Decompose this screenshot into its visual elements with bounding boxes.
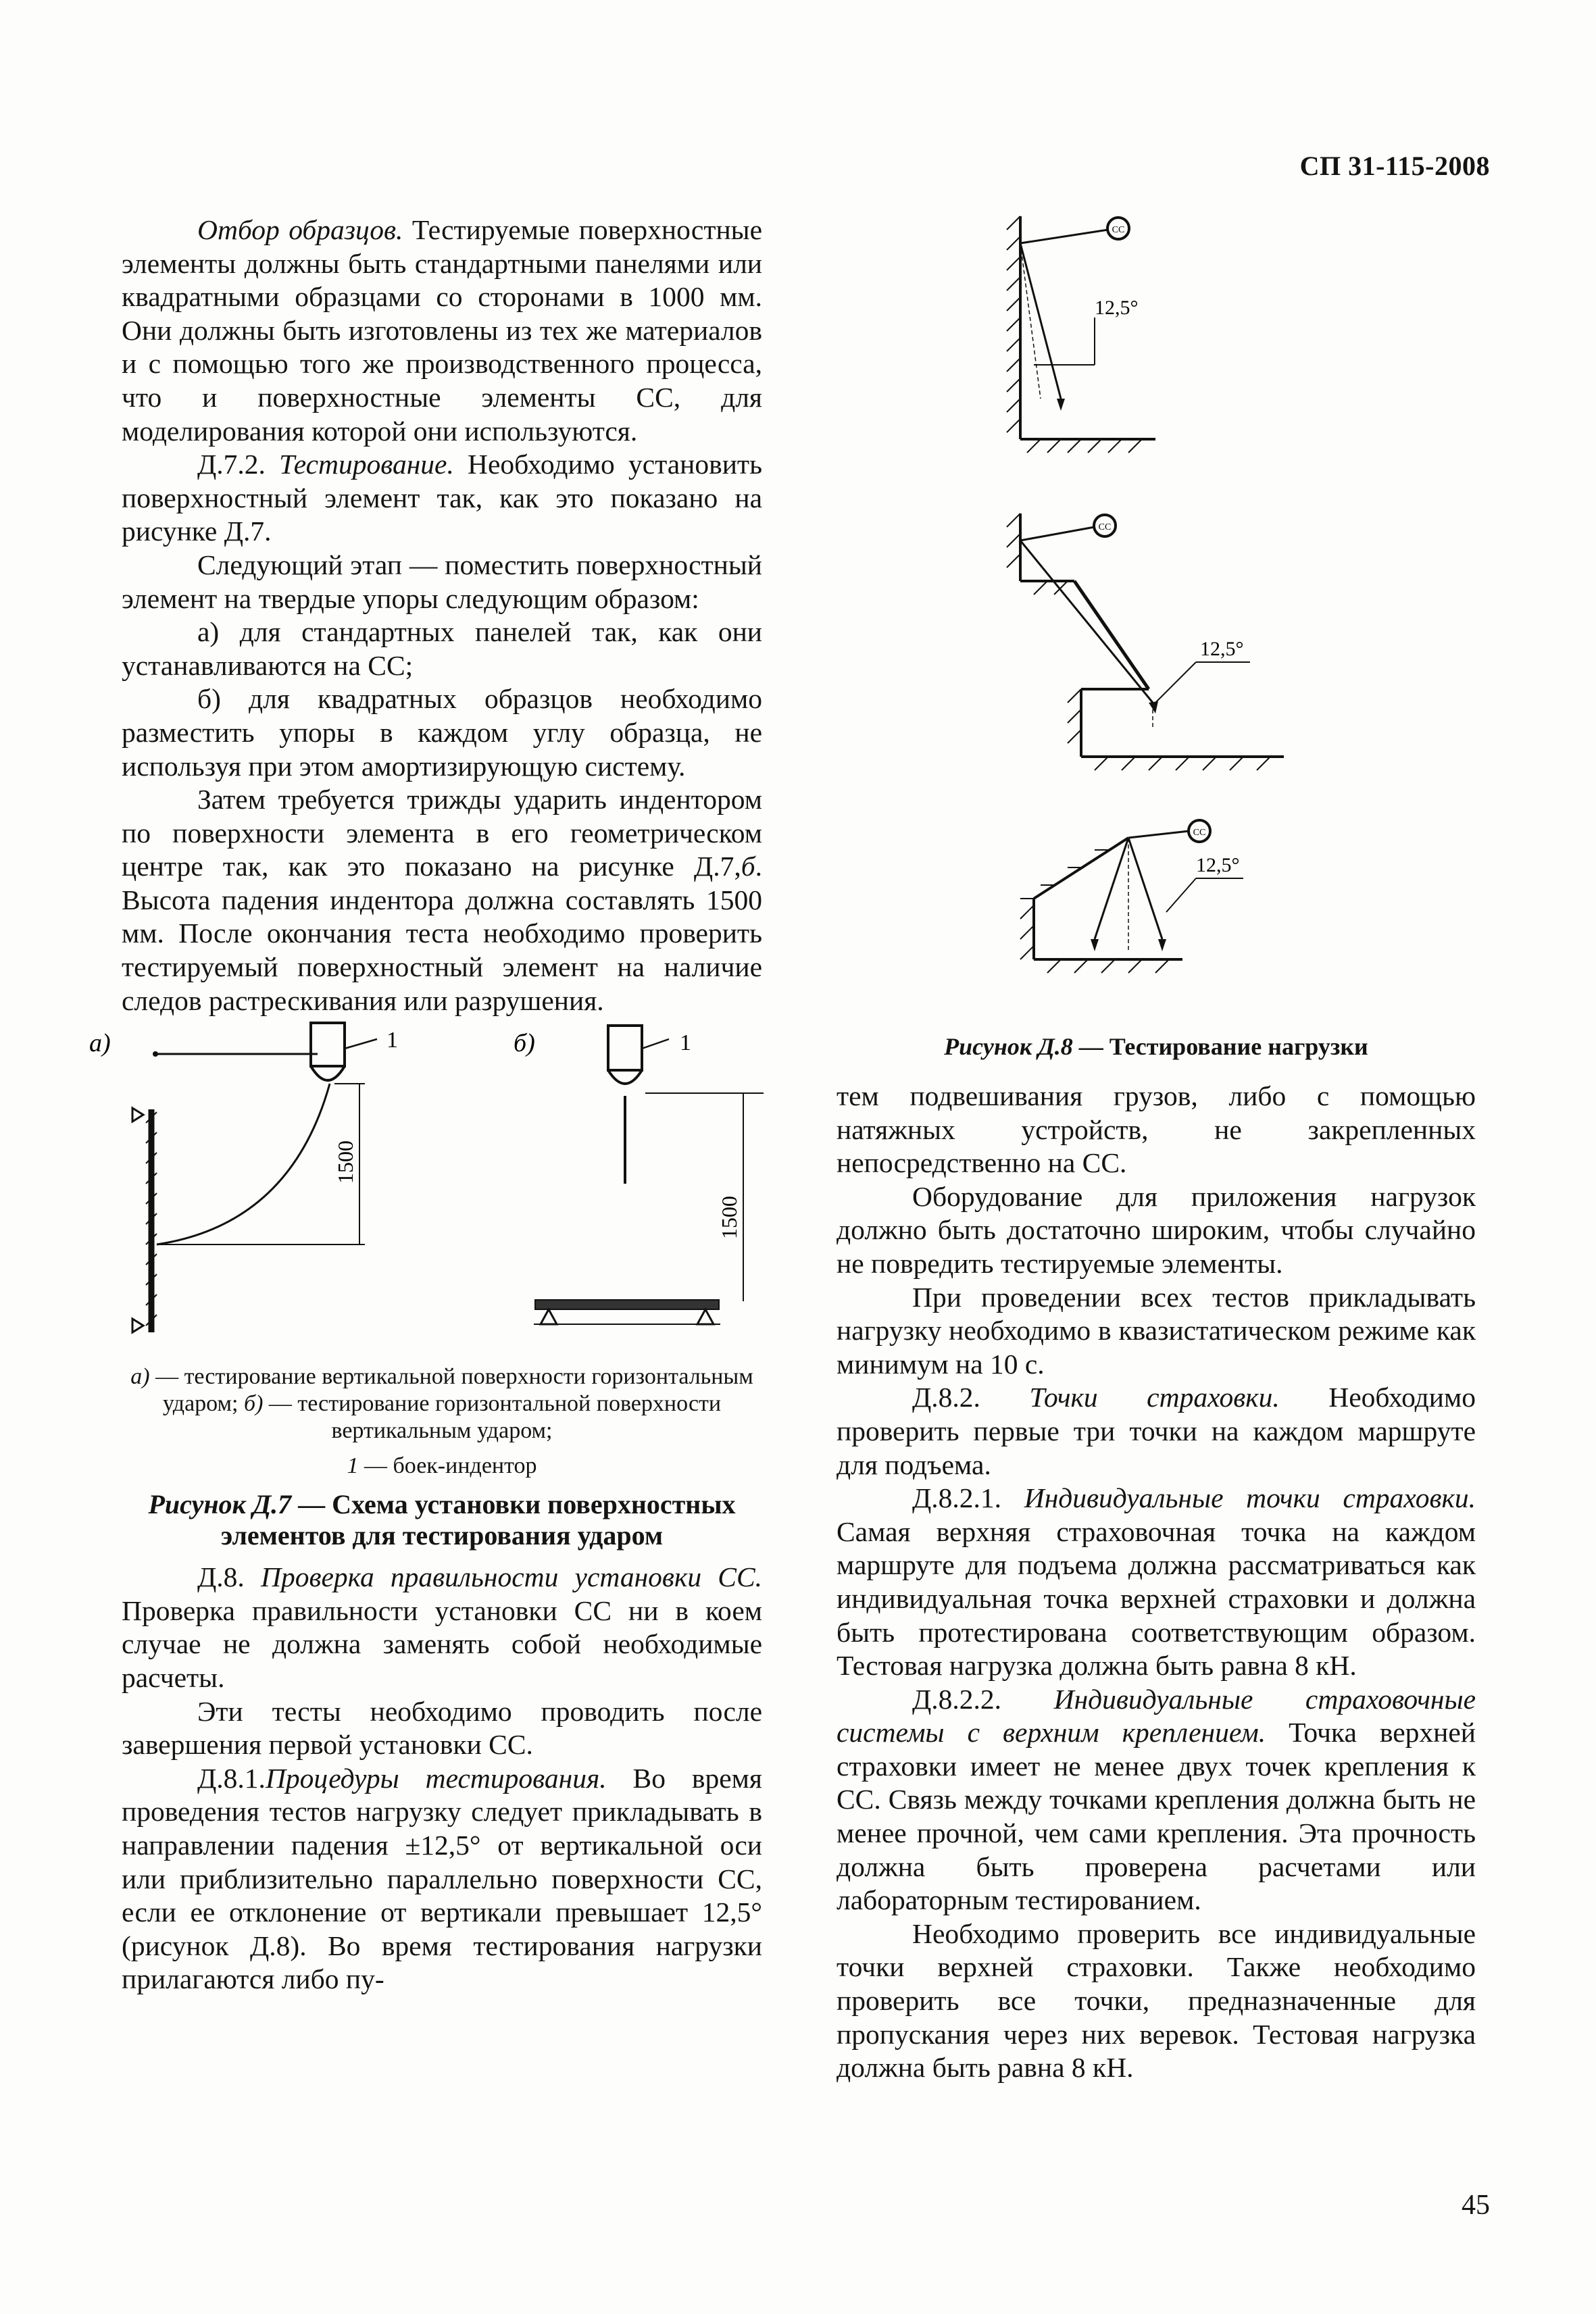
load-test-slope bbox=[1007, 513, 1284, 770]
figure-ref: б bbox=[741, 851, 755, 882]
indenter-body-b bbox=[608, 1026, 642, 1070]
angle-label-3: 12,5° bbox=[1196, 854, 1240, 876]
svg-text:СС: СС bbox=[1112, 225, 1125, 235]
paragraph-text: Необходимо установить поверхностный элемент так, как это показано на рисунке Д.7. bbox=[122, 449, 762, 547]
indenter-head-b bbox=[608, 1070, 642, 1084]
paragraph-text: Точка верхней страховки имеет не менее двух точек крепления к СС. Связь между точками крепления должна быть не менее прочной, чем сами крепления. Эта прочность должна быть проверена расчетами или лабораторным тестированием. bbox=[837, 1717, 1476, 1916]
paragraph-equipment: Оборудование для приложения нагрузок должно быть достаточно широким, чтобы случайно не повредить тестируемые элементы. bbox=[837, 1180, 1476, 1279]
paragraph-d-8-2 bbox=[837, 1381, 1476, 1482]
callout-line-b bbox=[642, 1039, 669, 1049]
paragraph-d-8-2-2 bbox=[837, 1683, 1476, 1917]
caption-text: — Схема установки поверхностных элементов для тестирования ударом bbox=[220, 1489, 736, 1551]
clause-number: Д.7.2. bbox=[197, 449, 280, 480]
paragraph-quasistatic: При проведении всех тестов прикладывать нагрузку необходимо в квазистатическом режиме как минимум на 10 с. bbox=[837, 1281, 1476, 1380]
paragraph-text: Самая верхняя страховочная точка на каждом маршруте для подъема должна рассматриваться как индивидуальная точка верхней страховки и должна быть протестирована соответствующим образом. Тестовая нагрузка должна быть равна 8 кН. bbox=[837, 1515, 1476, 1682]
paragraph-text: . Высота падения индентора должна составлять 1500 мм. После окончания теста необходимо проверить тестируемый поверхностный элемент на наличие следов растрескивания или разрушения. bbox=[122, 851, 762, 1016]
callout-line bbox=[345, 1039, 377, 1049]
figure-d7-diagram bbox=[89, 1022, 762, 1359]
paragraph-sample-selection bbox=[122, 213, 762, 448]
page-number: 45 bbox=[1462, 2190, 1490, 2221]
angle-label-2: 12,5° bbox=[1200, 638, 1244, 660]
inline-heading: Индивидуальные страховочные системы с верхним креплением. bbox=[837, 1683, 1476, 1749]
paragraph-d-8 bbox=[122, 1561, 762, 1694]
inline-heading: Процедуры тестирования. bbox=[265, 1762, 607, 1794]
paragraph-first-install: Эти тесты необходимо проводить после завершения первой установки СС. bbox=[122, 1695, 762, 1761]
caption-number: Рисунок Д.8 bbox=[944, 1033, 1073, 1060]
paragraph-impact bbox=[122, 783, 762, 1017]
legend-number: 1 bbox=[347, 1453, 359, 1479]
legend-line bbox=[122, 1453, 762, 1480]
note-label: б) bbox=[243, 1391, 264, 1417]
paragraph-text: Во время проведения тестов нагрузку следует прикладывать в направлении падения ±12,5° от вертикальной оси или приблизительно параллельно поверхности СС, если ее отклонение от вертикали превышает 12,5° (рисунок Д.8). Во время тестирования нагрузки прилагаются либо пу- bbox=[122, 1762, 763, 1995]
clause-number: Д.8.1. bbox=[197, 1762, 266, 1794]
note-label: а) bbox=[130, 1364, 150, 1390]
swing-arc bbox=[157, 1084, 330, 1244]
clause-number: Д.8.2. bbox=[912, 1382, 1030, 1413]
paragraph-text: Проверка правильности установки СС ни в коем случае не должна заменять собой необходимые расчеты. bbox=[122, 1594, 762, 1694]
load-test-roof bbox=[1020, 820, 1243, 973]
support-left bbox=[541, 1309, 557, 1324]
inline-heading: Точки страховки. bbox=[1029, 1382, 1280, 1413]
caption-number: Рисунок Д.7 bbox=[148, 1489, 292, 1520]
label-b: б) bbox=[514, 1029, 535, 1058]
support-right bbox=[697, 1309, 714, 1324]
test-panel-horizontal bbox=[535, 1300, 719, 1309]
legend-text: — боек-индентор bbox=[358, 1453, 537, 1479]
figure-d8-diagram bbox=[993, 203, 1345, 1013]
figure-d7-caption bbox=[122, 1489, 762, 1551]
svg-text:СС: СС bbox=[1098, 522, 1112, 532]
height-label-b: 1500 bbox=[717, 1196, 741, 1240]
svg-text:СС: СС bbox=[1193, 828, 1206, 838]
note-text: — тестирование вертикальной поверхности горизонтальным ударом; bbox=[149, 1364, 753, 1417]
left-column bbox=[89, 213, 763, 1996]
paragraph-text: Необходимо проверить первые три точки на каждом маршруте для подъема. bbox=[837, 1382, 1476, 1480]
support-bottom bbox=[132, 1319, 143, 1332]
impact-test-drawing bbox=[89, 1022, 762, 1359]
list-item-a: а) для стандартных панелей так, как они устанавливаются на СС; bbox=[122, 616, 762, 681]
paragraph-check-all: Необходимо проверить все индивидуальные точки верхней страховки. Также необходимо проверить все точки, предназначенные для пропускания через них веревок. Тестовая нагрузка должна быть равна 8 кН. bbox=[837, 1917, 1476, 2084]
pivot-point bbox=[153, 1051, 158, 1057]
inline-heading: Тестирование. bbox=[279, 449, 454, 480]
indenter-head bbox=[311, 1066, 345, 1080]
inline-heading: Проверка правильности установки СС. bbox=[260, 1561, 762, 1593]
paragraph-d-8-2-1 bbox=[837, 1482, 1476, 1683]
clause-number: Д.8.2.2. bbox=[912, 1683, 1054, 1715]
list-item-b: б) для квадратных образцов необходимо разместить упоры в каждом углу образца, не используя при этом амортизирующую систему. bbox=[122, 683, 762, 782]
indenter-body bbox=[311, 1023, 345, 1066]
figure-d7-notes bbox=[122, 1363, 762, 1480]
note-line bbox=[122, 1363, 762, 1444]
caption-text: — Тестирование нагрузки bbox=[1072, 1033, 1368, 1060]
note-text: — тестирование горизонтальной поверхности вертикальным ударом; bbox=[263, 1391, 722, 1444]
right-column bbox=[837, 1080, 1476, 2085]
paragraph-text: Затем требуется трижды ударить индентором по поверхности элемента в его геометрическом центре так, как это показано на рисунке Д.7, bbox=[122, 784, 762, 882]
inline-heading: Индивидуальные точки страховки. bbox=[1024, 1482, 1476, 1514]
support-top bbox=[132, 1108, 143, 1122]
clause-number: Д.8. bbox=[197, 1561, 261, 1593]
height-label-a: 1500 bbox=[333, 1140, 357, 1184]
figure-d8-caption bbox=[837, 1032, 1476, 1061]
paragraph-continuation: тем подвешивания грузов, либо с помощью натяжных устройств, не закрепленных непосредственно на СС. bbox=[837, 1080, 1476, 1179]
inline-heading: Отбор образцов. bbox=[197, 214, 403, 245]
angle-label-1: 12,5° bbox=[1095, 297, 1139, 319]
clause-number: Д.8.2.1. bbox=[912, 1482, 1024, 1514]
callout-1: 1 bbox=[386, 1028, 398, 1053]
load-test-vertical bbox=[1007, 216, 1155, 453]
callout-1-b: 1 bbox=[680, 1030, 691, 1056]
document-code: СП 31-115-2008 bbox=[1299, 151, 1490, 181]
paragraph-text: Тестируемые поверхностные элементы должны быть стандартными панелями или квадратными образцами со сторонами в 1000 мм. Они должны быть изготовлены из тех же материалов и с помощью того же производственного процесса, что и поверхностные элементы СС, для моделирования которой они используются. bbox=[122, 214, 762, 447]
paragraph-d-7-2 bbox=[122, 448, 762, 549]
paragraph-d-8-1 bbox=[122, 1762, 762, 1996]
label-a: а) bbox=[89, 1029, 111, 1058]
paragraph-next-step: Следующий этап — поместить поверхностный элемент на твердые упоры следующим образом: bbox=[122, 549, 762, 614]
